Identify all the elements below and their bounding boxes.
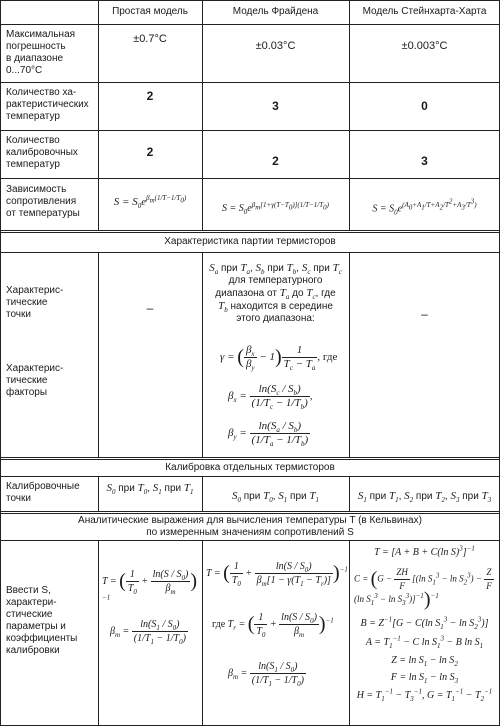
formula-fraden-beta-x: $\beta_x$ = $\frac{\ln(S_c / S_b)}{(1/T_c - 1/T_b)}$ ,: [228, 383, 313, 412]
formula-steinhart-f: $F = \ln S_1 - \ln S_3$: [390, 672, 459, 685]
formula-steinhart-temperature: T = [A + B + C(ln S)$^3$]$^{-1}$: [374, 544, 475, 558]
row-label-cal-points: Калибровочные точки: [6, 481, 80, 504]
char-temps-fraden: 3: [272, 99, 279, 113]
row-label-char-temps: Количество ха- рактеристических температур: [6, 87, 89, 122]
fraden-char-points-text: $S_a$ при $T_a$, $S_b$ при $T_b$, $S_c$ при $T_c$ для температурного диапазона от $T_a$ до $T_c$, где $T_b$ находится в середине этого диапазона:: [209, 262, 342, 324]
cal-points-fraden: $S_0$ при $T_0$, $S_1$ при $T_1$: [231, 490, 320, 505]
header-fraden-model: Модель Фрайдена: [232, 6, 319, 17]
char-temps-steinhart: 0: [421, 99, 428, 113]
section-batch-title: Характеристика партии термисторов: [164, 236, 336, 247]
row-label-analytic: Ввести S, характери- стические параметры и коэффициенты калибровки: [6, 585, 78, 656]
section-individual-title: Калибровка отдельных термисторов: [165, 462, 335, 473]
header-simple-model: Простая модель: [112, 6, 188, 17]
batch-simple-dash: –: [146, 301, 154, 315]
formula-fraden-beta-y: $\beta_y$ = $\frac{\ln(S_a / S_b)}{(1/T_a - 1/T_b)}$: [228, 420, 309, 449]
section-analytic-title: Аналитические выражения для вычисления температуры T (в Кельвинах) по измеренным значениям сопротивлений S: [78, 515, 422, 538]
row-label-char-points: Характерис- тические точки: [6, 285, 64, 320]
max-error-simple: ±0.7°С: [133, 33, 167, 45]
formula-simple-dependence: $S = S_0e^{\beta_m(1/T-1/T_0)}$: [113, 194, 187, 211]
batch-steinhart-dash: –: [421, 307, 428, 321]
formula-fraden-gamma: γ = ( $\frac{\beta_x}{\beta_y}$ − 1) $\frac{1}{T_c - T_a}$ , где: [220, 344, 338, 373]
header-steinhart-hart-model: Модель Стейнхарта-Харта: [362, 6, 487, 17]
formula-fraden-dependence: $S = S_0e^{\beta_m[1+\gamma(T-T_0)](1/T-1/T_0)}$: [222, 200, 329, 216]
formula-fraden-beta-m: $\beta_m$ = $\frac{\ln(S_1 / S_0)}{(1/T_1 - 1/T_0)}$: [228, 661, 304, 688]
max-error-fraden: ±0.03°С: [255, 40, 296, 52]
row-label-char-factors: Характерис- тические факторы: [6, 363, 64, 398]
formula-steinhart-z: $Z = \ln S_1 - \ln S_2$: [391, 655, 458, 668]
formula-steinhart-h-g: $H = T_1^{-1} - T_3^{-1}$, $G = T_1^{-1} - T_2^{-1}$: [356, 687, 493, 703]
formula-simple-beta: $\beta_m$ = $\frac{\ln(S_1 / S_0)}{(1/T_1 - 1/T_0)}$: [110, 619, 186, 646]
formula-fraden-tr: где $T_r$ = ( $\frac{1}{T_0}$ + $\frac{\ln(S / S_0)}{\beta_m}$ )$^{-1}$: [212, 612, 334, 639]
cal-points-steinhart: $S_1$ при $T_1$, $S_2$ при $T_2$, $S_3$ при $T_3$: [357, 490, 492, 505]
max-error-steinhart: ±0.003°С: [401, 40, 448, 52]
formula-simple-temperature: T = ( $\frac{1}{T_0}$ + $\frac{\ln(S / S_0)}{\beta_m}$ )$^{-1}$: [102, 569, 198, 602]
formula-steinhart-c: C = (G − $\frac{ZH}{F}$ [(ln $S_1^3 - \ln S_2^3$) − $\frac{Z}{F}$ (ln $S_1^3 - \ln S_3^3)]^{-1})^{-1}$: [354, 567, 492, 611]
formula-steinhart-dependence: $S = S_0e^{(A_0+A_1/T+A_2/T^2+A_3/T^3)}$: [372, 198, 477, 217]
cal-temps-simple: 2: [146, 145, 154, 159]
char-temps-simple: 2: [146, 89, 154, 103]
cal-temps-fraden: 2: [272, 154, 279, 168]
cal-temps-steinhart: 3: [421, 154, 428, 168]
formula-steinhart-b: $B = Z^{-1}[G - C(\ln$ $S_1^3 - \ln S_2^3$)]: [360, 615, 489, 631]
row-label-max-error: Максимальная погрешность в диапазоне 0...70°С: [6, 29, 76, 76]
cal-points-simple: $S_0$ при $T_0$, $S_1$ при $T_1$: [106, 482, 194, 497]
formula-fraden-temperature: T = ( $\frac{1}{T_0}$ + $\frac{\ln(S / S_0)}{\beta_m[1 - \gamma(T_1 - T_r)]}$ )$^{-1}$: [206, 561, 348, 588]
row-label-cal-temps: Количество калибровочных температур: [6, 135, 78, 170]
row-label-dependence: Зависимость сопротивления от температуры: [6, 184, 80, 219]
formula-steinhart-a: $A = T_1^{-1} - C$ $\ln S_1^3 - B$ $\ln S_1$: [365, 634, 484, 650]
